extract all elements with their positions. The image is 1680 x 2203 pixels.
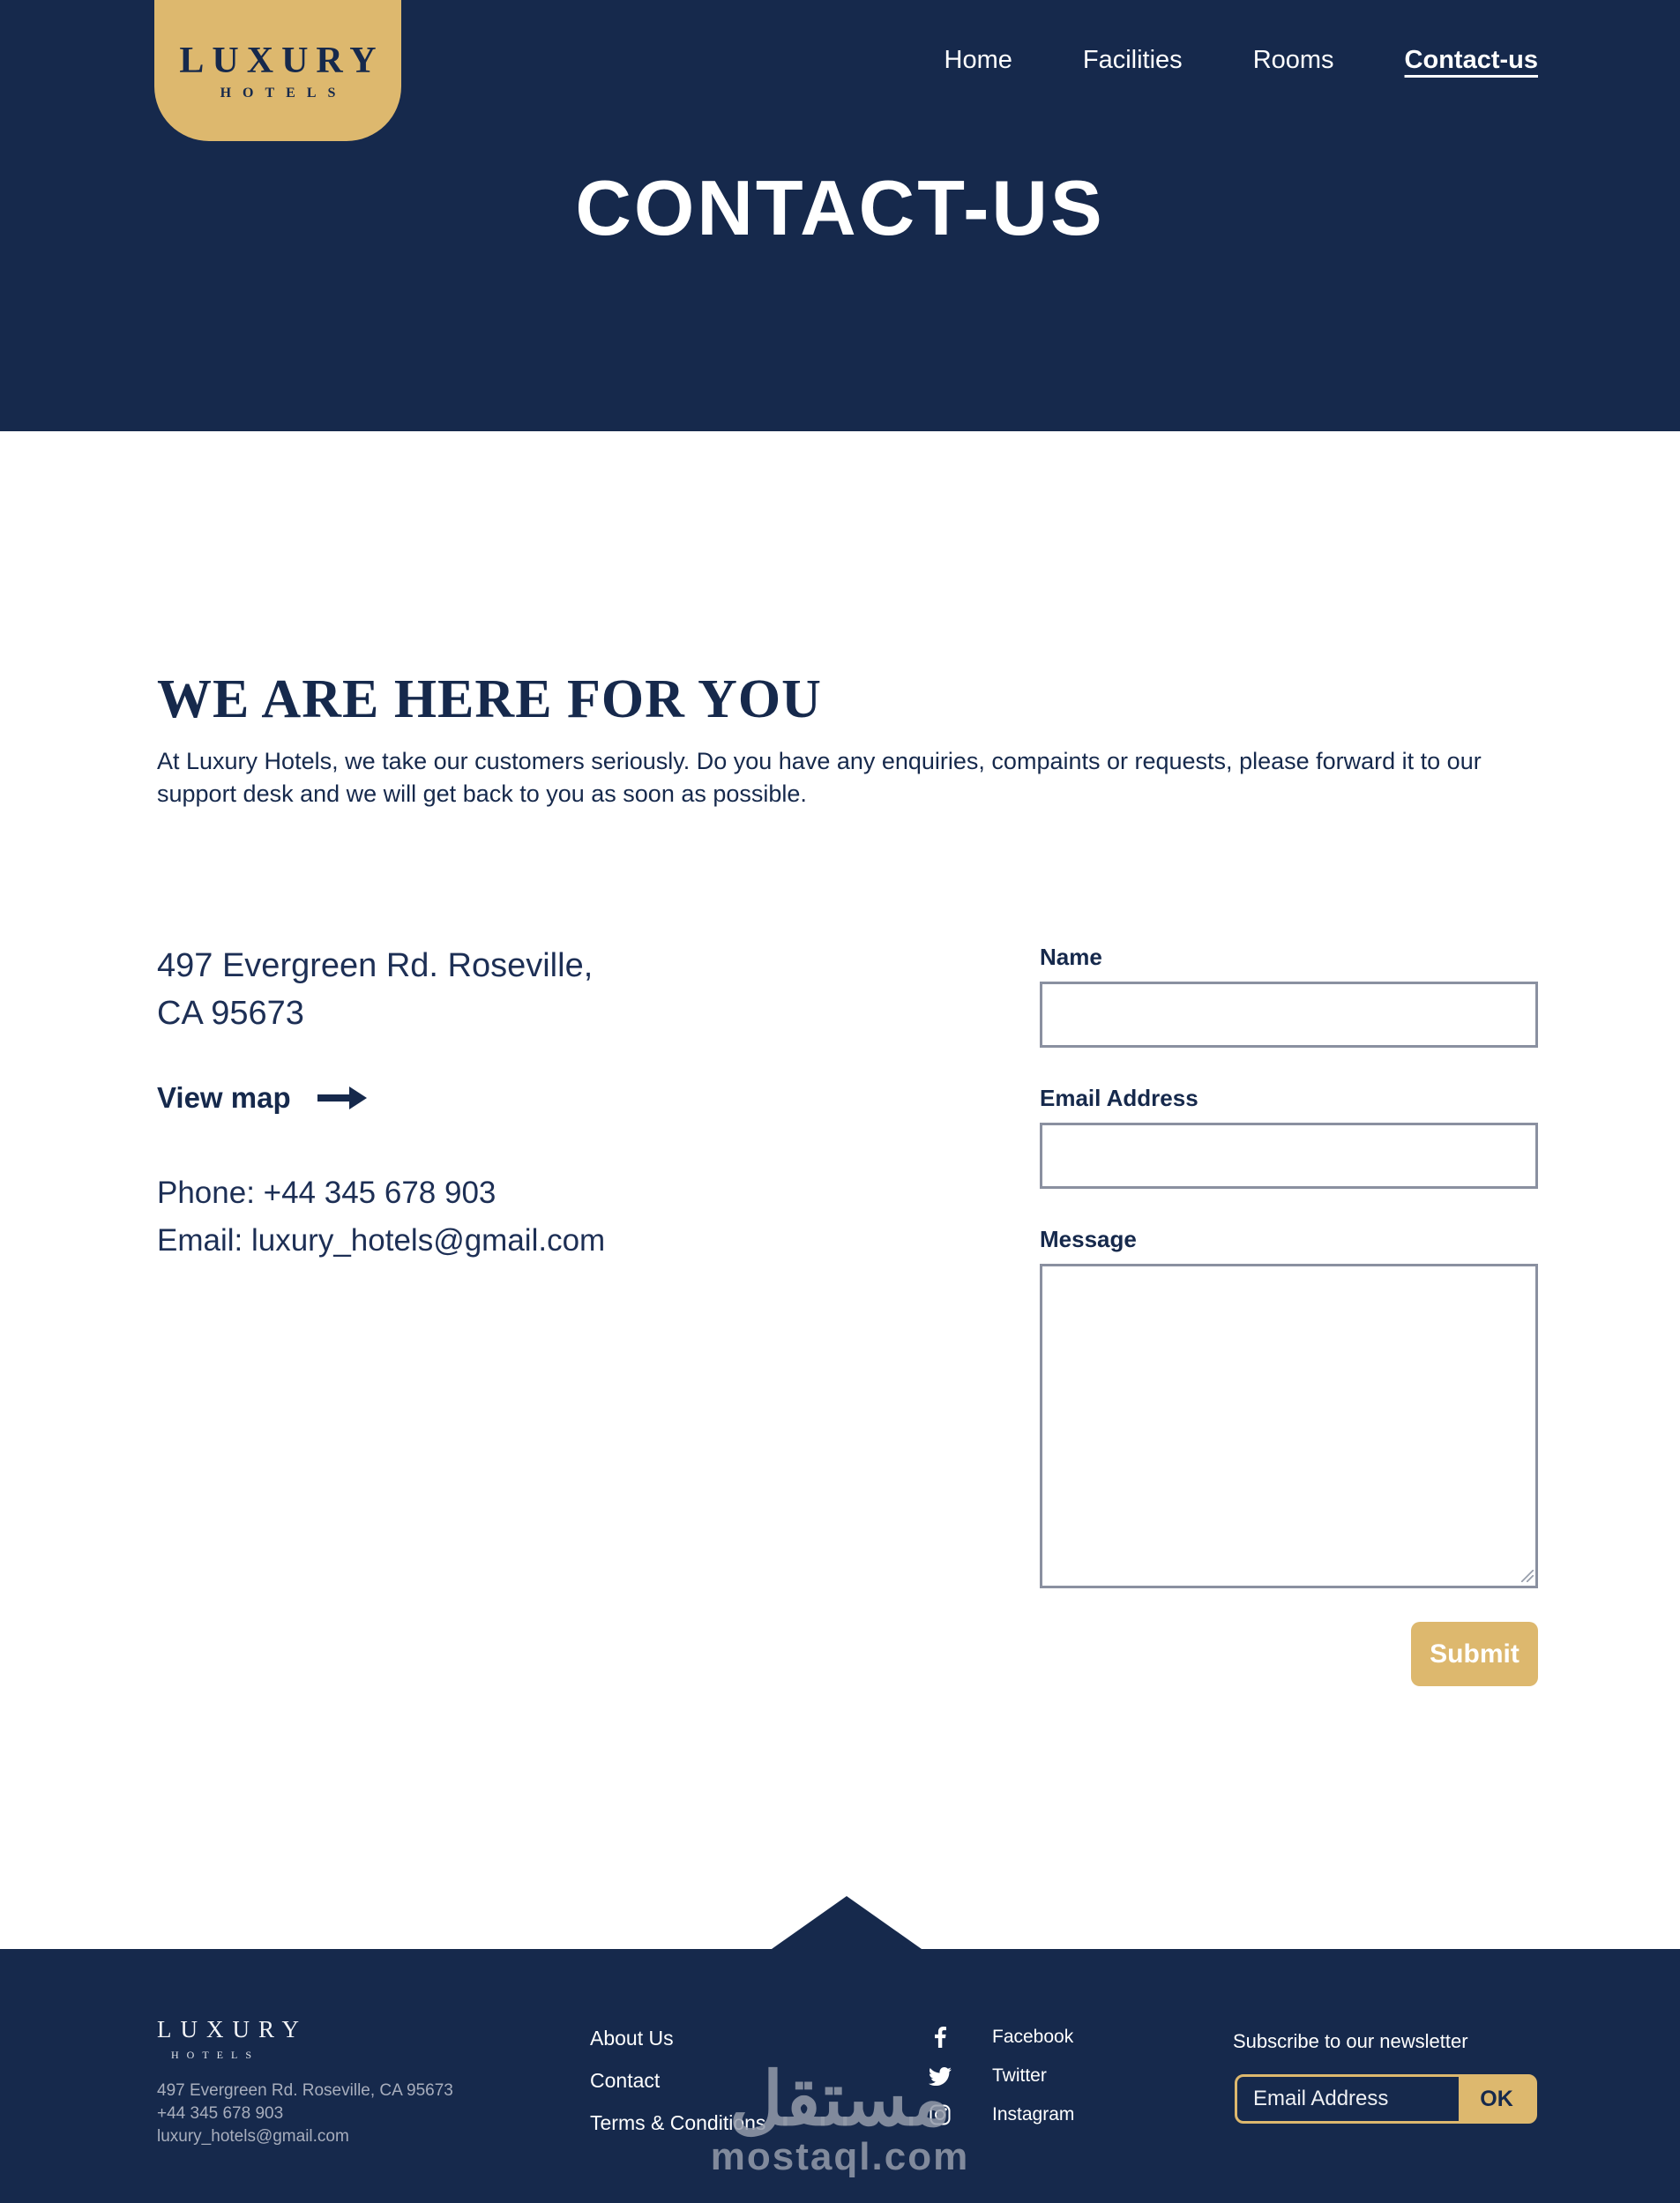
phone-line: Phone: +44 345 678 903 [157,1176,497,1210]
name-input[interactable] [1040,982,1538,1048]
footer [0,1949,1680,2203]
footer-link-contact[interactable]: Contact [590,2069,661,2092]
brand-name: LUXURY [179,41,385,81]
address-line-2: CA 95673 [157,995,304,1032]
footer-email: luxury_hotels@gmail.com [157,2127,349,2146]
footer-address: 497 Evergreen Rd. Roseville, CA 95673 [157,2081,453,2100]
footer-brand-subtitle: HOTELS [171,2049,259,2061]
social-label-facebook: Facebook [992,2027,1074,2047]
nav-item-facilities[interactable]: Facilities [1082,46,1183,74]
message-label: Message [1040,1226,1137,1252]
view-map-label[interactable]: View map [157,1081,291,1114]
footer-peak-decoration [772,1896,922,1949]
section-heading: WE ARE HERE FOR YOU [157,669,822,729]
main-nav [945,46,1538,75]
submit-button[interactable]: Submit [1411,1622,1538,1686]
nav-item-contact-us[interactable]: Contact-us [1404,46,1538,74]
submit-row [1040,1622,1538,1686]
email-input[interactable] [1040,1123,1538,1189]
contact-form [1040,944,1538,1686]
social-label-instagram: Instagram [992,2104,1075,2125]
hero-header [0,0,1680,431]
email-line: Email: luxury_hotels@gmail.com [157,1223,606,1258]
newsletter-ok-button[interactable]: OK [1459,2077,1534,2121]
message-field-wrap [1040,1264,1538,1588]
intro-text: At Luxury Hotels, we take our customers seriously. Do you have any enquiries, compaints or requests, please forward it to our support desk and we will get back to you as soon as possible. [157,748,1482,807]
newsletter-label: Subscribe to our newsletter [1233,2030,1468,2052]
social-label-twitter: Twitter [992,2065,1047,2086]
arrow-right-icon [317,1085,367,1111]
instagram-icon [929,2104,952,2125]
view-map-link[interactable] [157,1081,951,1115]
page-title: CONTACT-US [575,164,1105,251]
footer-brand [157,2016,308,2062]
footer-brand-name: LUXURY [157,2016,309,2042]
newsletter-form [1235,2074,1537,2124]
brand-subtitle: HOTELS [220,86,347,101]
footer-contact-details [157,2080,453,2148]
message-input[interactable] [1040,1264,1538,1588]
address-text [157,942,951,1037]
nav-item-rooms[interactable]: Rooms [1252,46,1334,74]
watermark-arabic-text: مستقل [728,2057,952,2140]
contact-lines [157,1169,951,1265]
twitter-icon [929,2067,952,2086]
facebook-icon [929,2027,952,2048]
social-link-instagram[interactable] [929,2104,1074,2125]
watermark-latin-text: mostaql.com [710,2135,970,2178]
social-link-twitter[interactable] [929,2065,1074,2087]
social-link-facebook[interactable] [929,2027,1074,2048]
brand-logo[interactable] [154,0,401,141]
footer-links [590,2027,765,2135]
footer-link-about-us[interactable]: About Us [590,2027,674,2050]
address-line-1: 497 Evergreen Rd. Roseville, [157,947,594,984]
footer-phone: +44 345 678 903 [157,2104,284,2123]
footer-link-terms[interactable]: Terms & Conditions [590,2111,766,2134]
email-label: Email Address [1040,1085,1198,1111]
footer-social-links [929,2027,1074,2125]
name-label: Name [1040,944,1102,970]
nav-item-home[interactable]: Home [944,46,1012,74]
newsletter-email-input[interactable] [1237,2077,1459,2121]
contact-info-column [157,942,951,1265]
